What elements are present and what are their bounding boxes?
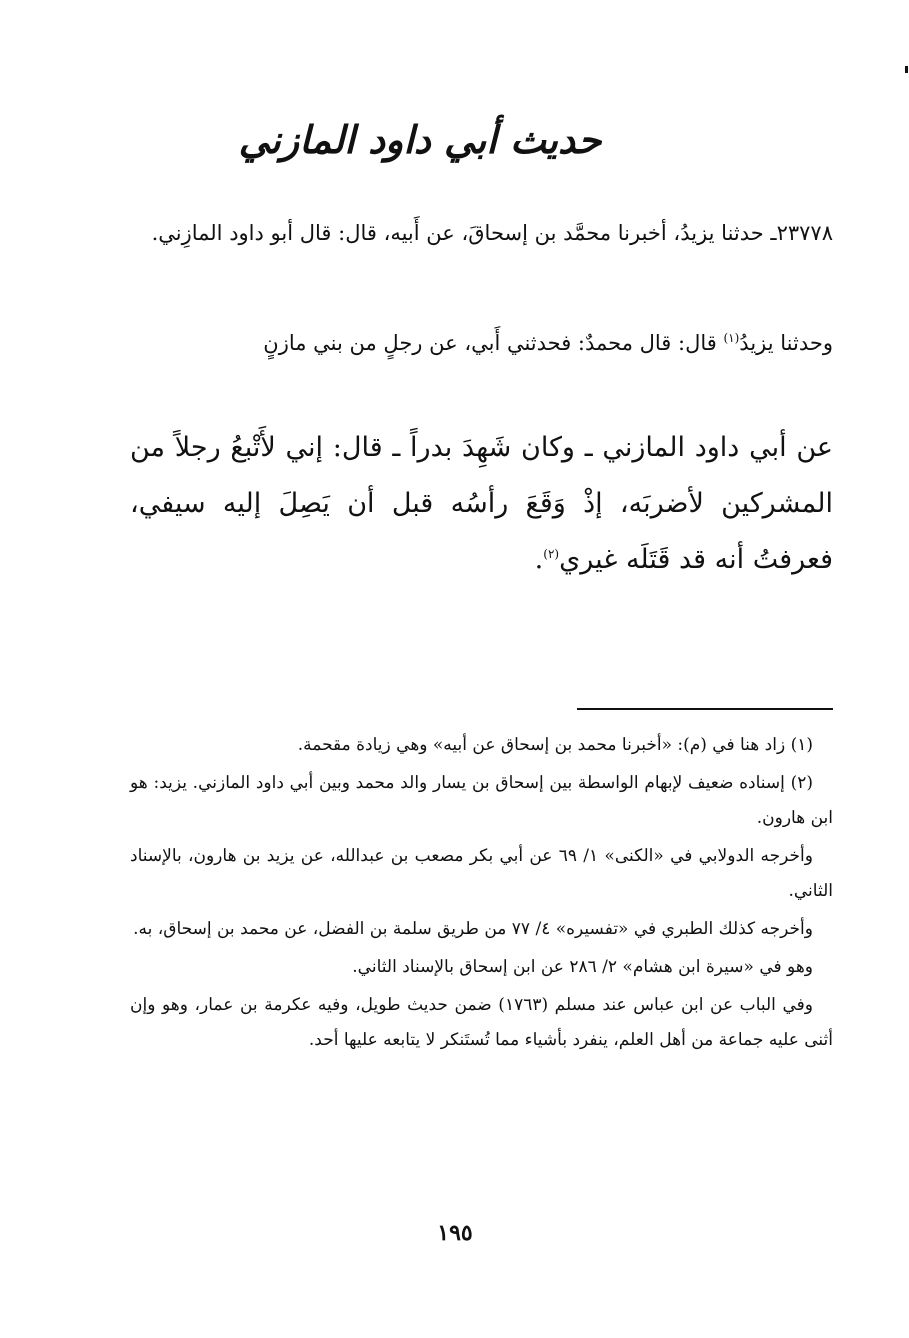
isnad-2-text-start: وحدثنا يزيدُ	[739, 331, 833, 355]
hadith-isnad-2	[130, 321, 833, 365]
footnote-2-paragraph-4: وهو في «سيرة ابن هشام» ٢/ ٢٨٦ عن ابن إسحاق بالإسناد الثاني.	[352, 957, 813, 977]
chapter-title: حديث أبي داود المازني	[238, 117, 602, 162]
footnote-separator	[577, 708, 833, 710]
hadith-isnad-1: ٢٣٧٧٨ـ حدثنا يزيدُ، أخبرنا محمَّد بن إسحاقَ، عن أَبيه، قال: قال أبو داود المازِني.	[151, 221, 833, 245]
footnote-ref-1: (١)	[723, 331, 740, 345]
footnote-1: (١) زاد هنا في (م): «أخبرنا محمد بن إسحاق عن أبيه» وهي زيادة مقحمة.	[297, 735, 813, 755]
footnotes	[130, 728, 833, 1061]
hadith-matn	[130, 420, 833, 588]
matn-end: .	[534, 544, 544, 575]
footnote-ref-2: (٢)	[543, 547, 560, 561]
matn-text: عن أبي داود المازني ـ وكان شَهِدَ بدراً ـ قال: إني لأَتْبعُ رجلاً من المشركين لأضربَه، إذْ وَقَعَ رأسُه قبل أن يَصِلَ إليه سيفي، فعرفتُ أنه قد قَتَلَه غيري	[130, 432, 833, 575]
margin-mark	[905, 66, 908, 73]
page-number: ١٩٥	[437, 1220, 473, 1246]
isnad-2-text-end: قال: قال محمدٌ: فحدثني أَبي، عن رجلٍ من بني مازنٍ	[263, 331, 724, 355]
footnote-2-paragraph-5: وفي الباب عن ابن عباس عند مسلم (١٧٦٣) ضمن حديث طويل، وفيه عكرمة بن عمار، وهو وإن أثنى عليه جماعة من أهل العلم، ينفرد بأشياء مما تُستَنكر لا يتابعه عليها أحد.	[130, 995, 833, 1050]
footnote-2: (٢) إسناده ضعيف لإبهام الواسطة بين إسحاق بن يسار والد محمد وبين أبي داود المازني. يزيد: هو ابن هارون.	[130, 773, 833, 828]
footnote-2-paragraph-3: وأخرجه كذلك الطبري في «تفسيره» ٤/ ٧٧ من طريق سلمة بن الفضل، عن محمد بن إسحاق، به.	[133, 919, 813, 939]
footnote-2-paragraph-2: وأخرجه الدولابي في «الكنى» ١/ ٦٩ عن أبي بكر مصعب بن عبدالله، عن يزيد بن هارون، بالإسناد الثاني.	[130, 846, 833, 901]
